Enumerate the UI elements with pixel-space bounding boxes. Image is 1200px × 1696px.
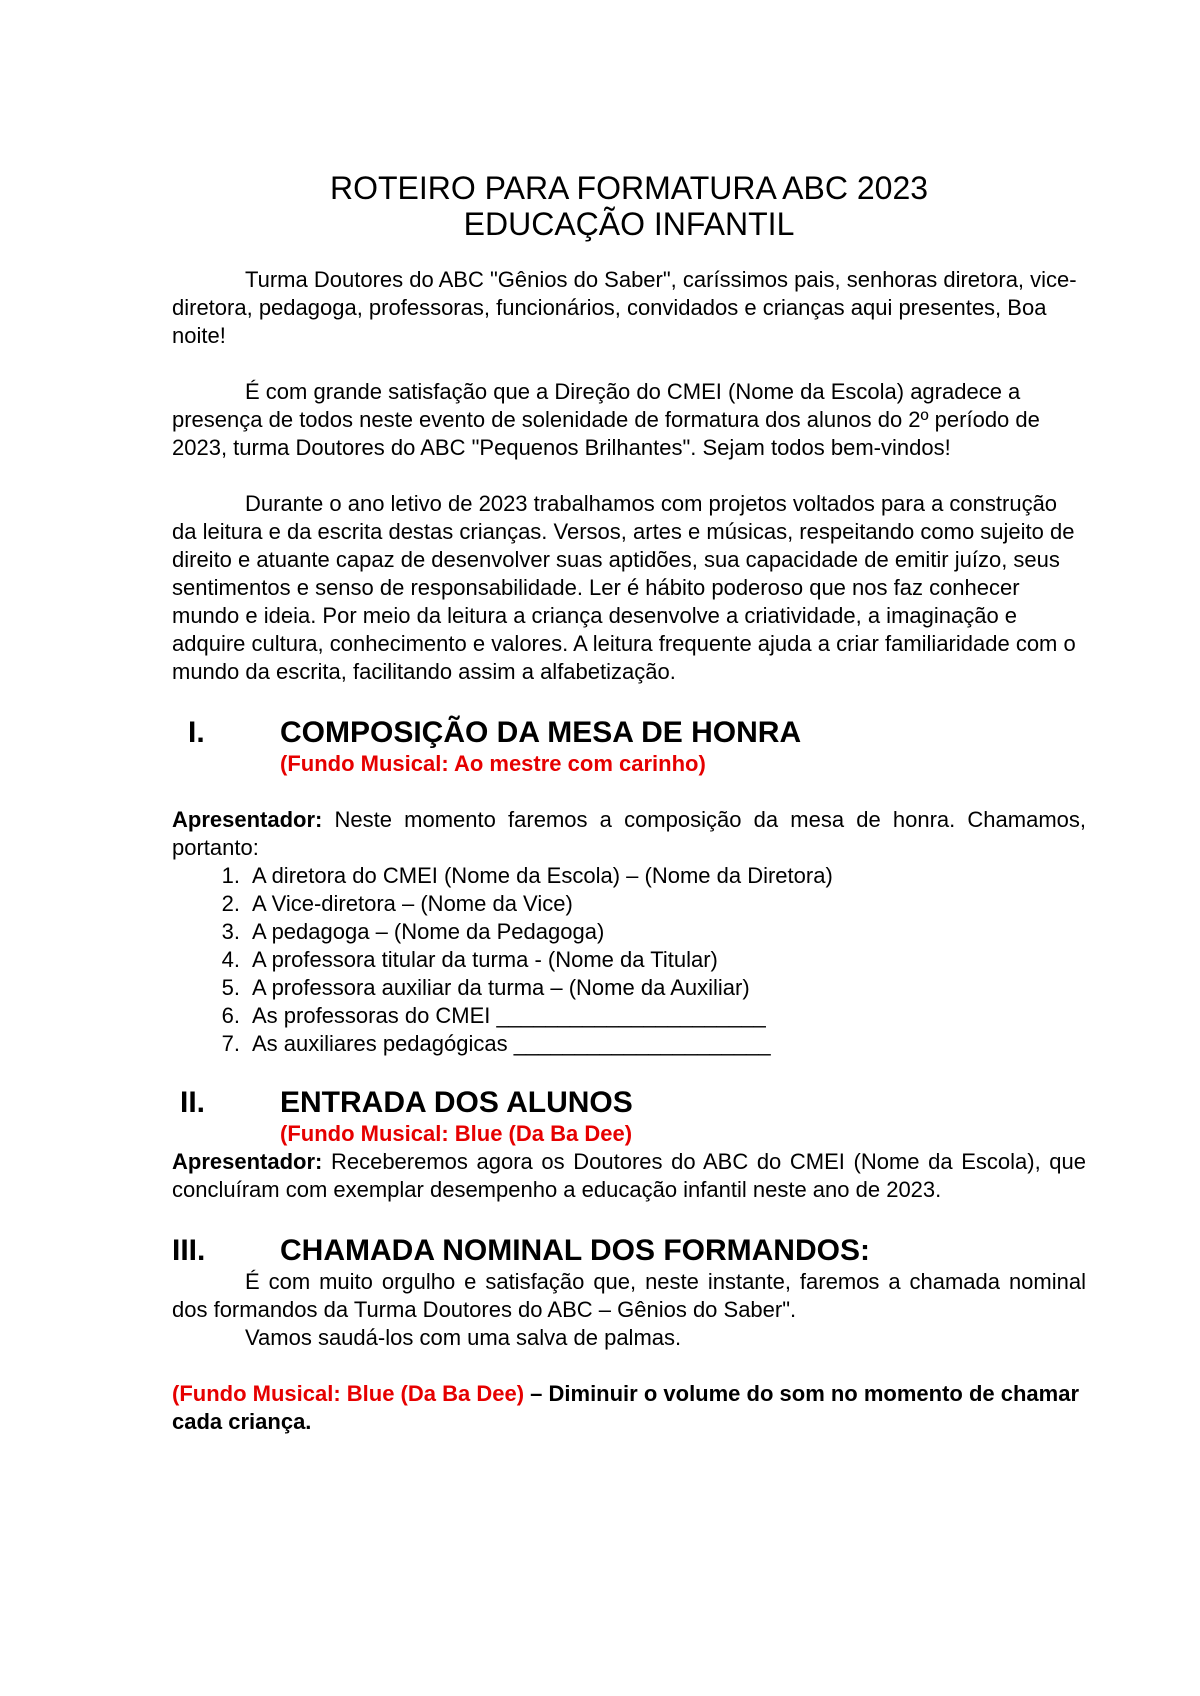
section-composicao — [172, 716, 1086, 1058]
list-text: A professora auxiliar da turma – (Nome da Auxiliar) — [252, 975, 750, 1000]
music-note: (Fundo Musical: Ao mestre com carinho) — [280, 751, 706, 776]
presenter-line — [172, 806, 1086, 862]
section-title: COMPOSIÇÃO DA MESA DE HONRA — [280, 716, 802, 749]
list-text: A diretora do CMEI (Nome da Escola) – (Nome da Diretora) — [252, 863, 833, 888]
section-entrada — [172, 1086, 1086, 1204]
list-number: 6. — [221, 1003, 240, 1028]
section-heading — [172, 1234, 1086, 1268]
instruction-text: – Diminuir o volume do som no momento de chamar cada criança. — [172, 1381, 1080, 1434]
presenter-text: Receberemos agora os Doutores do ABC do CMEI (Nome da Escola), que concluíram com exemplar desempenho a educação infantil neste ano de 2023. — [172, 1149, 1086, 1202]
section-heading — [172, 716, 1086, 750]
document-title: ROTEIRO PARA FORMATURA ABC 2023 — [329, 170, 929, 206]
section-number: I. — [188, 716, 205, 749]
intro-paragraph-1: Turma Doutores do ABC "Gênios do Saber", caríssimos pais, senhoras diretora, vice-diretora, pedagoga, professoras, funcionários, convidados e crianças aqui presentes, Boa noite! — [172, 267, 1077, 348]
list-number: 7. — [221, 1031, 240, 1056]
list-item — [172, 1002, 1086, 1030]
section-title: ENTRADA DOS ALUNOS — [280, 1086, 633, 1119]
document-page — [172, 170, 1086, 1436]
list-number: 5. — [221, 975, 240, 1000]
list-text: A Vice-diretora – (Nome da Vice) — [252, 891, 573, 916]
section-title: CHAMADA NOMINAL DOS FORMANDOS: — [280, 1234, 870, 1267]
section-number: III. — [172, 1234, 206, 1267]
presenter-text: Neste momento faremos a composição da mesa de honra. Chamamos, portanto: — [172, 807, 1086, 860]
music-note: (Fundo Musical: Blue (Da Ba Dee) — [172, 1381, 525, 1406]
list-item — [172, 862, 1086, 890]
list-item — [172, 1030, 1086, 1058]
list-text: As auxiliares pedagógicas _____________________ — [252, 1031, 771, 1056]
section-number: II. — [180, 1086, 206, 1119]
list-item — [172, 974, 1086, 1002]
guest-list — [172, 862, 1086, 1058]
document-subtitle: EDUCAÇÃO INFANTIL — [463, 206, 795, 242]
list-item — [172, 890, 1086, 918]
list-number: 4. — [221, 947, 240, 972]
list-number: 3. — [221, 919, 240, 944]
list-text: As professoras do CMEI ______________________ — [252, 1003, 766, 1028]
music-instruction — [172, 1380, 1086, 1436]
list-text: A pedagoga – (Nome da Pedagoga) — [252, 919, 605, 944]
presenter-label: Apresentador: — [172, 1149, 323, 1174]
title-block — [172, 170, 1086, 242]
music-note: (Fundo Musical: Blue (Da Ba Dee) — [280, 1121, 633, 1146]
section-heading — [172, 1086, 1086, 1120]
presenter-label: Apresentador: — [172, 807, 323, 832]
list-item — [172, 946, 1086, 974]
list-item — [172, 918, 1086, 946]
section-chamada — [172, 1234, 1086, 1436]
intro-paragraph-3: Durante o ano letivo de 2023 trabalhamos com projetos voltados para a construção da leitura e da escrita destas crianças. Versos, artes e músicas, respeitando como sujeito de direito e atuante capaz de desenvolver suas aptidões, sua capacidade de emitir juízo, seus sentimentos e senso de responsabilidade. Ler é hábito poderoso que nos faz conhecer mundo e ideia. Por meio da leitura a criança desenvolve a criatividade, a imaginação e adquire cultura, conhecimento e valores. A leitura frequente ajuda a criar familiaridade com o mundo da escrita, facilitando assim a alfabetização. — [172, 491, 1076, 684]
chamada-text: É com muito orgulho e satisfação que, neste instante, faremos a chamada nominal dos formandos da Turma Doutores do ABC – Gênios do Saber". — [172, 1269, 1086, 1322]
list-number: 2. — [221, 891, 240, 916]
intro-paragraph-2: É com grande satisfação que a Direção do CMEI (Nome da Escola) agradece a presença de todos neste evento de solenidade de formatura dos alunos do 2º período de 2023, turma Doutores do ABC "Pequenos Brilhantes". Sejam todos bem-vindos! — [172, 379, 1040, 460]
presenter-line — [172, 1148, 1086, 1204]
list-number: 1. — [221, 863, 240, 888]
chamada-palmas: Vamos saudá-los com uma salva de palmas. — [245, 1325, 682, 1350]
list-text: A professora titular da turma - (Nome da Titular) — [252, 947, 718, 972]
